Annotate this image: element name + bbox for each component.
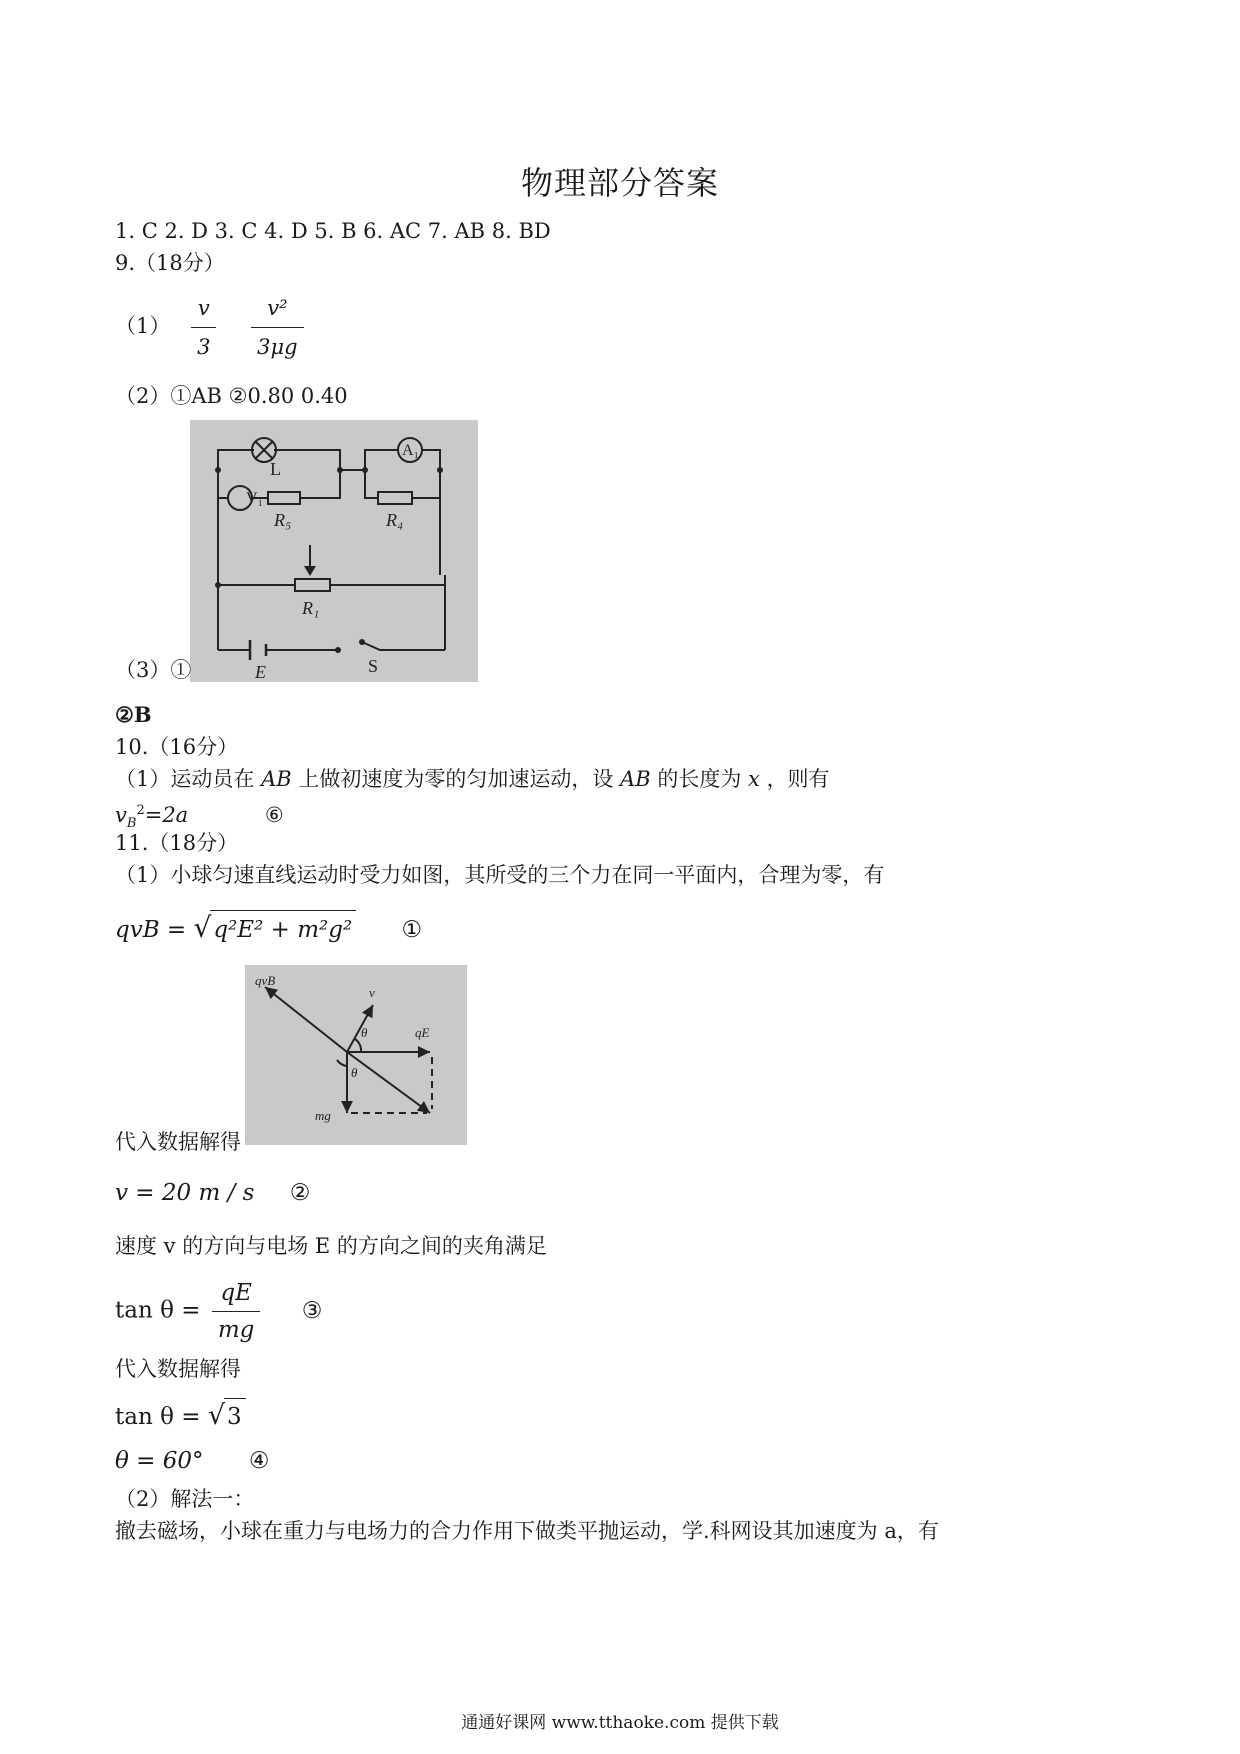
- v-label: v: [369, 985, 375, 1000]
- eq3-number: ③: [301, 1297, 323, 1324]
- q9-header: 9.（18分）: [115, 251, 225, 275]
- q9-part1: [115, 292, 318, 363]
- sqrt-symbol: √: [193, 911, 212, 944]
- mc-answers: 1. C 2. D 3. C 4. D 5. B 6. AC 7. AB 8. BD: [115, 219, 551, 243]
- fraction-v-over-3: [191, 292, 216, 363]
- q10-x: x: [748, 767, 760, 791]
- q11-part2-label: （2）解法一：: [115, 1487, 255, 1511]
- q11-eq3: [115, 1278, 322, 1345]
- q10-text-b: 上做初速度为零的匀加速运动，设: [298, 767, 614, 791]
- mg-label: mg: [315, 1108, 331, 1123]
- sqrt-symbol: √: [207, 1400, 226, 1431]
- eq2-number: ②: [289, 1180, 311, 1206]
- eq4-lhs: tan θ =: [115, 1404, 201, 1430]
- q9-part3-b: ②B: [115, 702, 152, 727]
- force-svg: [245, 965, 467, 1145]
- eq1-radicand: q²E² + m²g²: [210, 910, 356, 947]
- q9-part2: （2）①AB ②0.80 0.40: [115, 384, 348, 408]
- q10-ab-2: AB: [620, 767, 651, 791]
- q11-eq1: [115, 910, 422, 947]
- theta-label-2: θ: [351, 1065, 358, 1080]
- force-diagram: [245, 965, 467, 1145]
- frac-numerator: v²: [251, 292, 303, 328]
- page-title: 物理部分答案: [520, 164, 719, 202]
- r4-label: R₄: [386, 510, 404, 530]
- q10-text-d: ，则有: [766, 767, 830, 791]
- q11-header: 11.（18分）: [115, 831, 239, 855]
- frac-numerator: v: [191, 292, 216, 328]
- q10-part1: [115, 766, 830, 792]
- voltmeter-label: V₁: [246, 490, 264, 507]
- frac-denominator: 3μg: [257, 335, 298, 359]
- qvb-label: qvB: [255, 973, 276, 988]
- fraction-qe-over-mg: [212, 1278, 261, 1345]
- circuit-svg: [190, 420, 478, 682]
- ammeter-label: A₁: [402, 442, 420, 459]
- fraction-v2-over-3mug: [251, 292, 303, 363]
- q10-text-a: （1）运动员在: [115, 767, 255, 791]
- q11-sub2: 代入数据解得: [115, 1357, 241, 1381]
- eq3-lhs: tan θ =: [115, 1297, 201, 1324]
- eq4-radicand: 3: [224, 1398, 246, 1433]
- eq5-number: ④: [248, 1448, 270, 1474]
- q9-part1-label: （1）: [115, 314, 171, 338]
- q10-text-c: 的长度为: [657, 767, 742, 791]
- eq1-number: ①: [401, 917, 423, 943]
- eq-sup-2: 2: [136, 803, 145, 818]
- eq-v: v: [115, 803, 127, 827]
- frac-numerator: qE: [212, 1278, 261, 1312]
- eq-number: ⑥: [264, 803, 284, 827]
- qe-label: qE: [415, 1025, 430, 1040]
- q11-eq4: [115, 1398, 246, 1433]
- switch-label: S: [368, 656, 379, 676]
- q11-part1: （1）小球匀速直线运动时受力如图，其所受的三个力在同一平面内，合理为零，有: [115, 863, 885, 887]
- eq2: v = 20 m / s: [115, 1180, 255, 1206]
- r5-label: R₅: [274, 510, 292, 530]
- circuit-diagram: [190, 420, 478, 682]
- eq-rhs: =2a: [144, 803, 189, 827]
- frac-denominator: 3: [197, 335, 211, 359]
- q10-ab: AB: [261, 767, 292, 791]
- theta-label-1: θ: [361, 1025, 368, 1040]
- q11-part2-text: 撤去磁场，小球在重力与电场力的合力作用下做类平抛运动，学.科网设其加速度为 a，有: [115, 1519, 939, 1543]
- q9-part3-label: （3）①: [115, 658, 192, 682]
- q11-sentence: 速度 v 的方向与电场 E 的方向之间的夹角满足: [115, 1234, 547, 1258]
- frac-denominator: mg: [217, 1317, 255, 1343]
- q11-eq2: [115, 1178, 310, 1208]
- q10-header: 10.（16分）: [115, 735, 239, 759]
- eq1-lhs: qvB =: [115, 917, 187, 943]
- q11-sub1: 代入数据解得: [115, 1130, 241, 1154]
- eq5: θ = 60°: [115, 1448, 204, 1474]
- r1-label: R₁: [302, 598, 320, 618]
- footer-source: 通通好课网 www.tthaoke.com 提供下载: [461, 1713, 779, 1733]
- eq-sub-b: B: [126, 816, 137, 832]
- q11-eq5: [115, 1446, 269, 1476]
- lamp-label: L: [270, 459, 281, 479]
- emf-label: E: [255, 662, 266, 682]
